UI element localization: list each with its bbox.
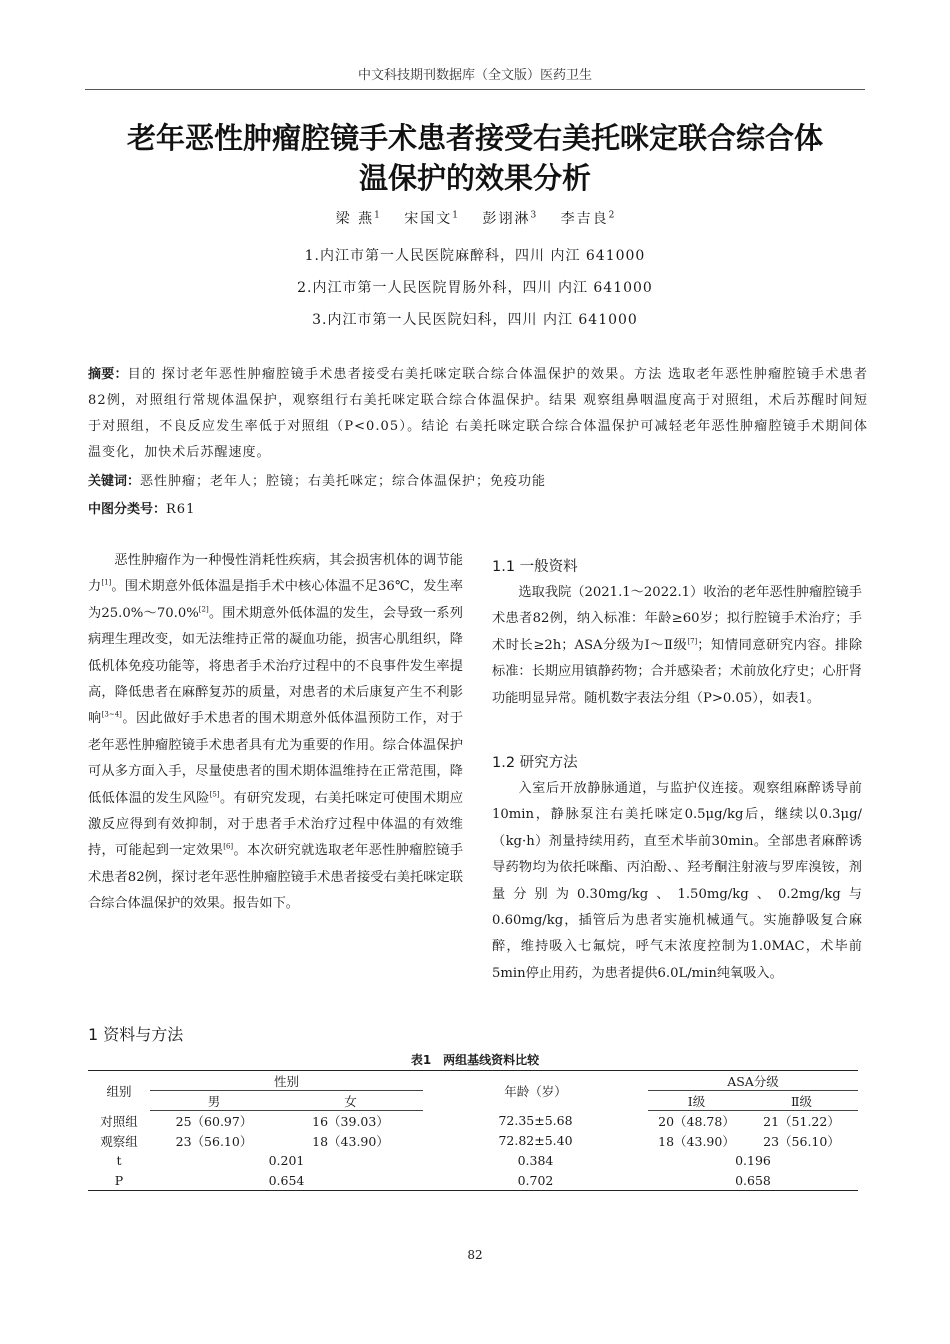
author-list [0, 208, 950, 228]
header-male: 男 [150, 1091, 278, 1111]
author: 李吉良$^2$ [560, 210, 615, 227]
title-line-2: 温保护的效果分析 [358, 161, 591, 195]
header-group: 组别 [88, 1071, 150, 1111]
article-title [60, 118, 890, 198]
table-row: t 0.201 0.384 0.196 [116, 1153, 771, 1168]
citation: [2] [198, 605, 209, 614]
general-data-paragraph: 选取我院（2021.1～2022.1）收治的老年恶性肿瘤腔镜手术患者82例，纳入标准：年龄≥60岁；拟行腔镜手术治疗；手术时长≥2h；ASA分级为Ⅰ～Ⅱ级[7]；知情同意研究内容。排除标准：长期应用镇静药物；合并感染者；术前放化疗史；心肝肾功能明显异常。随机数字表法分组（P>0.05），如表1。 [492, 585, 863, 706]
table-row: P 0.654 0.702 0.658 [88, 1171, 858, 1191]
subsection-heading-1-1: 1.1 一般资料 [492, 559, 578, 575]
intro-paragraph: 恶性肿瘤作为一种慢性消耗性疾病，其会损害机体的调节能力[1]。围术期意外低体温是指手术中核心体温不足36℃，发生率为25.0%～70.0%[2]。围术期意外低体温的发生，会导致一系列病理生理改变，如无法维持正常的凝血功能，损害心肌组织，降低机体免疫功能等，将患者手术治疗过程中的不良事件发生率提高，降低患者在麻醉复苏的质量，对患者的术后康复产生不利影响[3~4]。因此做好手术患者的围术期意外低体温预防工作，对于老年恶性肿瘤腔镜手术患者具有尤为重要的作用。综合体温保护可从多方面入手，尽量使患者的围术期体温维持在正常范围，降低低体温的发生风险[5]。有研究发现，右美托咪定可使围术期应激反应得到有效抑制，对于患者手术治疗过程中体温的有效维持，可能起到一定效果[6]。本次研究就选取老年恶性肿瘤腔镜手术患者82例，探讨老年恶性肿瘤腔镜手术患者接受右美托咪定联合综合体温保护的效果。报告如下。 [88, 553, 464, 912]
table-row: 观察组 23（56.10） 18（43.90） 72.82±5.40 18（43.90） 23（56.10） [100, 1133, 840, 1149]
citation: [1] [101, 579, 112, 588]
abstract-label: 摘要： [88, 367, 128, 382]
citation: [3~4] [101, 711, 122, 720]
abstract-text: 目的 探讨老年恶性肿瘤腔镜手术患者接受右美托咪定联合综合体温保护的效果。方法 选取老年恶性肿瘤腔镜手术患者82例，对照组行常规体温保护，观察组行右美托咪定联合综合体温保护。结果 观察组鼻咽温度高于对照组，术后苏醒时间短于对照组，不良反应发生率低于对照组（P<0.05）。结论 右美托咪定联合综合体温保护可减轻老年恶性肿瘤腔镜手术期间体温变化，加快术后苏醒速度。 [88, 367, 868, 460]
header-age: 年龄（岁） [423, 1071, 648, 1111]
table-number: 表1 [410, 1053, 432, 1067]
citation: [6] [223, 843, 234, 852]
affiliation-1: 1.内江市第一人民医院麻醉科，四川 内江 641000 [304, 248, 646, 264]
abstract [88, 362, 868, 466]
author: 梁 燕$^1$ [335, 210, 380, 227]
header-asa-1: Ⅰ级 [648, 1091, 745, 1111]
classification-text: R61 [166, 502, 196, 517]
affiliation-2: 2.内江市第一人民医院胃肠外科，四川 内江 641000 [297, 280, 653, 296]
keywords-label: 关键词： [88, 474, 141, 489]
affiliation-3: 3.内江市第一人民医院妇科，四川 内江 641000 [312, 312, 638, 328]
keywords [88, 470, 546, 489]
table-caption [0, 1051, 950, 1068]
author: 宋国文$^1$ [404, 210, 458, 227]
table-title: 两组基线资料比较 [443, 1053, 540, 1067]
subsection-heading-1-2: 1.2 研究方法 [492, 755, 578, 771]
left-column [88, 548, 463, 918]
header-asa: ASA分级 [648, 1071, 858, 1091]
header-asa-2: Ⅱ级 [745, 1091, 858, 1111]
table-row: 对照组 25（60.97） 16（39.03） 72.35±5.68 20（48.78） 21（51.22） [100, 1113, 840, 1129]
section-heading-1: 1 资料与方法 [88, 1025, 184, 1044]
page-number: 82 [467, 1248, 483, 1262]
classification [88, 498, 195, 517]
citation: [7] [687, 637, 698, 646]
title-line-1: 老年恶性肿瘤腔镜手术患者接受右美托咪定联合综合体 [126, 121, 823, 155]
keywords-text: 恶性肿瘤；老年人；腔镜；右美托咪定；综合体温保护；免疫功能 [140, 474, 547, 489]
citation: [5] [209, 790, 220, 799]
methods-paragraph: 入室后开放静脉通道，与监护仪连接。观察组麻醉诱导前10min，静脉泵注右美托咪定0.5μg/kg后，继续以0.3μg/（kg·h）剂量持续用药，直至术毕前30min。全部患者麻醉诱导药物均为依托咪酯、丙泊酚、、羟考酮注射液与罗库溴铵，剂量分别为0.30mg/kg、1.50mg/kg、0.2mg/kg与0.60mg/kg，插管后为患者实施机械通气。实施静吸复合麻醉，维持吸入七氟烷，呼气末浓度控制为1.0MAC，术毕前5min停止用药，为患者提供6.0L/min纯氧吸入。 [492, 781, 862, 981]
classification-label: 中图分类号： [88, 502, 167, 517]
author: 彭诩淋$^3$ [482, 210, 537, 227]
baseline-table [88, 1070, 858, 1191]
header-sex: 性别 [150, 1071, 423, 1091]
running-header: 中文科技期刊数据库（全文版）医药卫生 [85, 64, 865, 90]
header-female: 女 [278, 1091, 423, 1111]
